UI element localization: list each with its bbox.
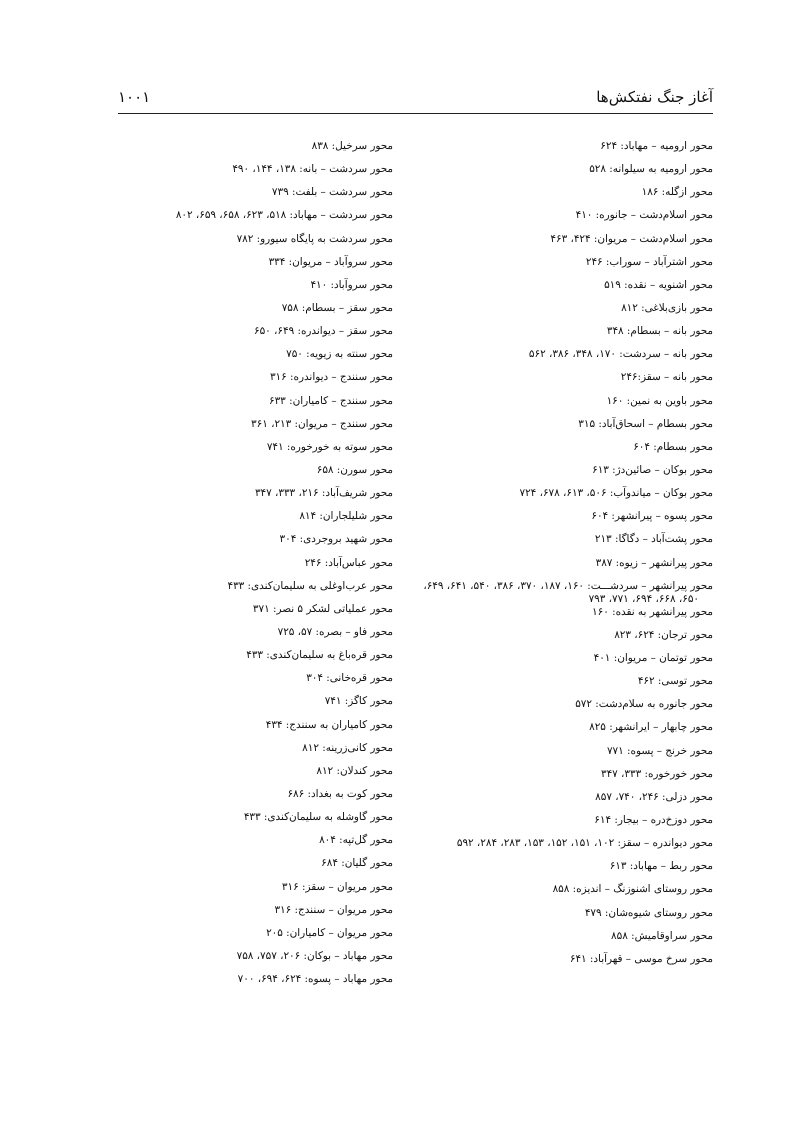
index-entry [93, 950, 393, 973]
index-entry-text: محور ارومیه – مهاباد: ۶۲۴ [600, 140, 713, 152]
index-entry-text: محور سوته به خورخوره: ۷۴۱ [266, 440, 393, 453]
index-entry [373, 860, 713, 883]
index-column-left [93, 140, 393, 996]
index-entry-text: محور گاوشله به سلیمان‌کندی: ۴۳۳ [243, 811, 393, 824]
index-entry [373, 629, 713, 652]
index-entry [373, 698, 713, 721]
index-entry-text: محور ترجان: ۶۲۴، ۸۲۳ [614, 628, 713, 641]
index-entry-text: محور بوکان – میاندوآب: ۵۰۶، ۶۱۳، ۶۷۸، ۷۲۴ [519, 487, 713, 500]
index-entry-text: محور پیرانشهر – زیوه: ۳۸۷ [595, 556, 713, 569]
index-entry-text: محور قره‌باغ به سلیمان‌کندی: ۴۳۳ [246, 649, 393, 662]
index-entry [373, 606, 713, 629]
index-entry [373, 140, 713, 163]
index-entry-text: محور شریف‌آباد: ۲۱۶، ۳۳۳، ۳۴۷ [254, 487, 393, 500]
index-entry-text: محور مهاباد – بوکان: ۲۰۶، ۷۵۷، ۷۵۸ [236, 949, 393, 962]
index-entry [93, 348, 393, 371]
index-entry [93, 510, 393, 533]
index-entry-text: محور کامیاران به سنندج: ۴۳۴ [265, 718, 393, 731]
index-entry [373, 883, 713, 906]
index-entry-text: محور عرب‌اوغلی به سلیمان‌کندی: ۴۳۳ [227, 579, 393, 592]
index-entry-text: محور قره‌خانی: ۳۰۴ [306, 672, 393, 685]
index-entry [93, 742, 393, 765]
index-entry-text: محور دزلی: ۲۴۶، ۷۴۰، ۸۵۷ [595, 790, 713, 803]
index-entry-text: محور کندلان: ۸۱۲ [316, 764, 393, 777]
index-entry-text: محور جانوره به سلام‌دشت: ۵۷۲ [575, 698, 713, 711]
index-entry [373, 768, 713, 791]
index-entry-text: محور بسطام – اسحاق‌آباد: ۳۱۵ [578, 417, 713, 430]
index-entry [93, 533, 393, 556]
index-entry-text: محور سروآباد: ۴۱۰ [310, 278, 393, 291]
index-entry-text: محور بانه – بسطام: ۳۴۸ [606, 325, 713, 338]
index-entry [93, 487, 393, 510]
index-entry-text: محور مریوان – کامیاران: ۲۰۵ [266, 926, 393, 939]
index-entry-text: محور سردشت – بلفت: ۷۳۹ [271, 186, 393, 199]
index-entry-text: محور دیواندره – سقز: ۱۰۲، ۱۵۱، ۱۵۲، ۱۵۳، ۲۸۳، ۲۸۴، ۵۹۲ [456, 837, 713, 850]
index-entry-text: محور ازگله: ۱۸۶ [641, 186, 713, 199]
index-entry-text: محور پسوه – پیرانشهر: ۶۰۴ [591, 510, 713, 523]
index-entry-text: محور بازی‌بلاغی: ۸۱۲ [621, 301, 713, 314]
index-entry [93, 325, 393, 348]
index-entry-text: محور گل‌تپه: ۸۰۴ [319, 834, 393, 847]
index-entry [373, 814, 713, 837]
index-entry [373, 721, 713, 744]
index-entry-text: محور سرخ موسی – قهرآباد: ۶۴۱ [569, 952, 713, 965]
index-entry-text: محور کانی‌زرینه: ۸۱۲ [302, 741, 393, 754]
index-entry [93, 603, 393, 626]
index-entry-text: محور سردشت – بانه: ۱۳۸، ۱۴۴، ۴۹۰ [232, 163, 393, 176]
index-entry-text: محور سرخیل: ۸۳۸ [311, 140, 393, 152]
index-entry-text: محور سقز – دیواندره: ۶۴۹، ۶۵۰ [253, 325, 393, 338]
index-entry-text: محور بسطام: ۶۰۴ [633, 440, 713, 453]
index-entry [93, 557, 393, 580]
index-entry [93, 834, 393, 857]
index-entry [373, 791, 713, 814]
index-entry-text: محور سنندج – کامیاران: ۶۳۳ [269, 394, 393, 407]
index-entry-continuation: ۶۵۰، ۶۶۸، ۶۹۴، ۷۷۱، ۷۹۳ [588, 592, 699, 605]
index-entry-text: محور بوکان – صائین‌دژ: ۶۱۳ [592, 463, 713, 476]
index-entry-text: محور سقز – بسطام: ۷۵۸ [281, 301, 393, 314]
index-entry [373, 907, 713, 930]
index-entry [93, 672, 393, 695]
index-entry [93, 233, 393, 256]
index-entry-text: محور روستای شیوه‌شان: ۴۷۹ [584, 906, 713, 919]
index-entry [373, 348, 713, 371]
index-entry [93, 765, 393, 788]
index-entry-text: محور ارومیه به سیلوانه: ۵۲۸ [589, 163, 713, 176]
header-rule [118, 113, 713, 114]
index-entry [373, 418, 713, 441]
index-entry-text: محور سردشت به پایگاه سیورو: ۷۸۲ [236, 232, 393, 245]
index-entry [93, 302, 393, 325]
index-entry [93, 881, 393, 904]
index-entry [373, 557, 713, 580]
index-entry [373, 675, 713, 698]
index-entry [373, 163, 713, 186]
index-entry-text: محور مریوان – سقز: ۳۱۶ [281, 880, 393, 893]
index-entry [373, 441, 713, 464]
index-entry [93, 927, 393, 950]
index-entry [93, 811, 393, 834]
index-entry-text: محور عباس‌آباد: ۲۴۶ [304, 556, 393, 569]
index-entry [373, 652, 713, 675]
page-number: ۱۰۰۱ [118, 88, 151, 106]
index-entry [373, 510, 713, 533]
index-entry-text: محور پیرانشهر به نقده: ۱۶۰ [592, 605, 713, 618]
index-entry-text: محور خورخوره: ۳۳۳، ۳۴۷ [601, 767, 713, 780]
index-entry [373, 464, 713, 487]
index-entry [93, 279, 393, 302]
index-entry [93, 626, 393, 649]
index-entry [373, 371, 713, 394]
page-header [118, 88, 713, 112]
index-entry [93, 695, 393, 718]
index-entry [93, 441, 393, 464]
index-entry-text: محور شلیلجاران: ۸۱۴ [299, 510, 393, 523]
index-entry [93, 719, 393, 742]
index-entry [373, 953, 713, 976]
index-entry [93, 256, 393, 279]
index-entry [93, 371, 393, 394]
index-entry-text: محور خرنج – پسوه: ۷۷۱ [606, 744, 713, 757]
index-entry [93, 973, 393, 996]
index-entry-text: محور ربط – مهاباد: ۶۱۳ [609, 860, 713, 873]
index-entry [373, 837, 713, 860]
index-entry-text: محور سراوقامیش: ۸۵۸ [611, 929, 713, 942]
index-entry [93, 649, 393, 672]
index-entry-text: محور باوین به نمین: ۱۶۰ [606, 394, 713, 407]
index-entry-text: محور گلیان: ۶۸۴ [321, 857, 393, 870]
index-entry [373, 233, 713, 256]
index-entry [373, 209, 713, 232]
index-entry [93, 580, 393, 603]
index-entry-text: محور کوت به بغداد: ۶۸۶ [287, 787, 393, 800]
index-entry [373, 279, 713, 302]
index-entry [93, 209, 393, 232]
index-entry [93, 904, 393, 927]
index-entry [93, 788, 393, 811]
index-entry [373, 325, 713, 348]
index-entry [373, 256, 713, 279]
index-entry [93, 418, 393, 441]
index-entry [373, 745, 713, 768]
index-entry-text: محور بانه – سردشت: ۱۷۰، ۳۴۸، ۳۸۶، ۵۶۲ [528, 348, 713, 361]
index-entry-text: محور شهید بروجردی: ۳۰۴ [279, 533, 393, 546]
index-entry-text: محور اشنویه – نقده: ۵۱۹ [604, 278, 713, 291]
index-entry [93, 395, 393, 418]
index-entry [373, 186, 713, 209]
index-entry [373, 487, 713, 510]
index-entry-text: محور فاو – بصره: ۵۷، ۷۲۵ [277, 625, 393, 638]
index-entry [373, 395, 713, 418]
index-entry-text: محور سورن: ۶۵۸ [316, 463, 393, 476]
index-entry [93, 140, 393, 163]
index-entry-text: محور توسی: ۴۶۲ [637, 675, 713, 688]
index-entry-text: محور پشت‌آباد – دگاگا: ۲۱۳ [594, 533, 713, 546]
index-entry-text: محور سنندج – دیواندره: ۳۱۶ [269, 371, 393, 384]
running-title: آغاز جنگ نفتکش‌ها [596, 88, 713, 106]
index-entry-text: محور اشترآباد – سوراب: ۲۴۶ [585, 255, 713, 268]
index-entry-text: محور سنته به زیویه: ۷۵۰ [286, 348, 393, 361]
index-entry-text: محور توتمان – مریوان: ۴۰۱ [593, 651, 713, 664]
index-entry [373, 930, 713, 953]
index-entry-text: محور اسلام‌دشت – جانوره: ۴۱۰ [575, 209, 713, 222]
index-entry-text: محور پیرانشهر – سردشـــت: ۱۶۰، ۱۸۷، ۳۷۰، ۳۸۶، ۵۴۰، ۶۴۱، ۶۴۹، [423, 579, 713, 592]
index-entry-text: محور چابهار – ایرانشهر: ۸۲۵ [589, 721, 713, 734]
index-entry [93, 163, 393, 186]
index-entry-text: محور مهاباد – پسوه: ۶۲۴، ۶۹۴، ۷۰۰ [237, 973, 393, 986]
index-entry [93, 857, 393, 880]
index-entry [373, 302, 713, 325]
index-entry-text: محور سردشت – مهاباد: ۵۱۸، ۶۲۳، ۶۵۸، ۶۵۹، ۸۰۲ [175, 209, 393, 222]
index-entry-text: محور اسلام‌دشت – مریوان: ۴۲۴، ۴۶۳ [550, 232, 713, 245]
index-entry [93, 464, 393, 487]
index-entry-text: محور روستای اشنوزنگ – اندیزه: ۸۵۸ [552, 883, 713, 896]
index-entry [373, 580, 713, 606]
index-entry-text: محور بانه – سقز:۲۴۶ [620, 371, 713, 384]
index-entry-text: محور کاگز: ۷۴۱ [324, 695, 393, 708]
index-entry-text: محور سروآباد – مریوان: ۳۳۴ [268, 255, 393, 268]
index-entry [373, 533, 713, 556]
index-entry [93, 186, 393, 209]
index-entry-text: محور مریوان – سنندج: ۳۱۶ [274, 903, 393, 916]
index-entry-text: محور عملیاتی لشکر ۵ نصر: ۳۷۱ [252, 602, 393, 615]
index-entry-text: محور دوزخ‌دره – بیجار: ۶۱۴ [594, 813, 713, 826]
index-column-right [373, 140, 713, 976]
index-entry-text: محور سنندج – مریوان: ۲۱۳، ۳۶۱ [251, 417, 393, 430]
